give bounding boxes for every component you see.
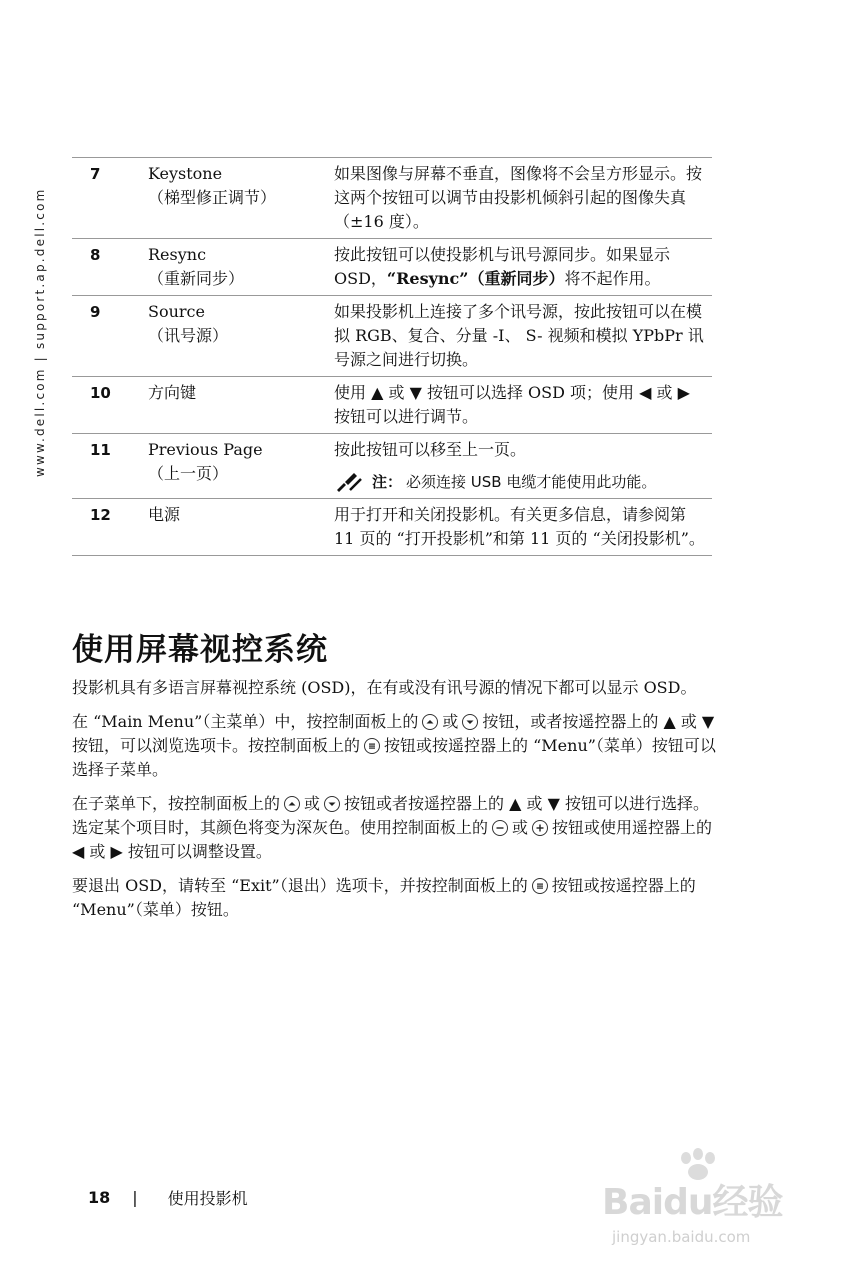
paragraph: 要退出 OSD，请转至 “Exit”（退出）选项卡，并按控制面板上的 按钮或按遥控器上的 “Menu”（菜单）按钮。 [72, 876, 696, 919]
key-name: Previous Page [148, 440, 263, 459]
chapter-title: 使用投影机 [167, 1189, 248, 1208]
watermark-url: jingyan.baidu.com [612, 1228, 751, 1246]
down-button-icon [462, 714, 478, 730]
key-name: Resync [148, 245, 207, 264]
row-number: 8 [72, 239, 148, 296]
note-pencil-icon [334, 471, 364, 493]
down-button-icon [324, 796, 340, 812]
body-text [72, 676, 720, 932]
table-row [72, 377, 712, 434]
key-description: 用于打开和关闭投影机。有关更多信息，请参阅第 11 页的 “打开投影机”和第 11 页的 “关闭投影机”。 [334, 499, 712, 556]
key-name: Source [148, 302, 205, 321]
row-number: 12 [72, 499, 148, 556]
note-label: 注： [372, 473, 403, 491]
section-title: 使用屏幕视控系统 [72, 632, 328, 668]
watermark-brand: Baidu经验 [602, 1182, 783, 1223]
key-description: 如果图像与屏幕不垂直，图像将不会呈方形显示。按这两个按钮可以调节由投影机倾斜引起的图像失真 （±16 度）。 [334, 158, 712, 239]
footer-separator: | [132, 1188, 138, 1207]
up-button-icon [284, 796, 300, 812]
key-name: 方向键 [148, 383, 197, 402]
up-button-icon [422, 714, 438, 730]
key-name-sub: （上一页） [148, 464, 229, 483]
page-number: 18 [88, 1188, 111, 1207]
table-row [72, 158, 712, 239]
row-number: 10 [72, 377, 148, 434]
row-number: 9 [72, 296, 148, 377]
menu-button-icon [532, 878, 548, 894]
plus-button-icon [532, 820, 548, 836]
minus-button-icon [492, 820, 508, 836]
key-description: 按此按钮可以移至上一页。 [334, 440, 527, 459]
keys-table [72, 157, 712, 556]
key-name-sub: （梯型修正调节） [148, 188, 277, 207]
watermark [598, 1148, 798, 1258]
key-description: 如果投影机上连接了多个讯号源，按此按钮可以在模拟 RGB、复合、分量 -I、 S- 视频和模拟 YPbPr 讯号源之间进行切换。 [334, 296, 712, 377]
key-name: 电源 [148, 505, 181, 524]
note-text: 必须连接 USB 电缆才能使用此功能。 [406, 473, 657, 491]
note [334, 470, 708, 494]
side-url: www.dell.com | support.ap.dell.com [33, 187, 47, 478]
key-name-sub: （重新同步） [148, 269, 245, 288]
menu-button-icon [364, 738, 380, 754]
paragraph: 在 “Main Menu”（主菜单）中，按控制面板上的 或 按钮，或者按遥控器上的 ▲ 或 ▼ 按钮，可以浏览选项卡。按控制面板上的 按钮或按遥控器上的 “Menu”（菜单）按钮可以选择子菜单。 [72, 712, 716, 779]
key-name-sub: （讯号源） [148, 326, 229, 345]
paragraph: 投影机具有多语言屏幕视控系统 (OSD)，在有或没有讯号源的情况下都可以显示 OSD。 [72, 678, 697, 697]
row-number: 11 [72, 434, 148, 499]
table-row [72, 434, 712, 499]
table-row [72, 499, 712, 556]
resync-bold: “Resync”（重新同步） [386, 269, 565, 288]
key-name: Keystone [148, 164, 223, 183]
row-number: 7 [72, 158, 148, 239]
page-footer [88, 1186, 248, 1209]
key-description: 使用 ▲ 或 ▼ 按钮可以选择 OSD 项；使用 ◀ 或 ▶ 按钮可以进行调节。 [334, 377, 712, 434]
key-description: 按此按钮可以使投影机与讯号源同步。如果显示 OSD，“Resync”（重新同步）将不起作用。 [334, 239, 712, 296]
table-row [72, 296, 712, 377]
table-row [72, 239, 712, 296]
paragraph: 在子菜单下，按控制面板上的 或 按钮或者按遥控器上的 ▲ 或 ▼ 按钮可以进行选择。选定某个项目时，其颜色将变为深灰色。使用控制面板上的 或 按钮或使用遥控器上的 ◀ 或 ▶ 按钮可以调整设置。 [72, 794, 713, 861]
